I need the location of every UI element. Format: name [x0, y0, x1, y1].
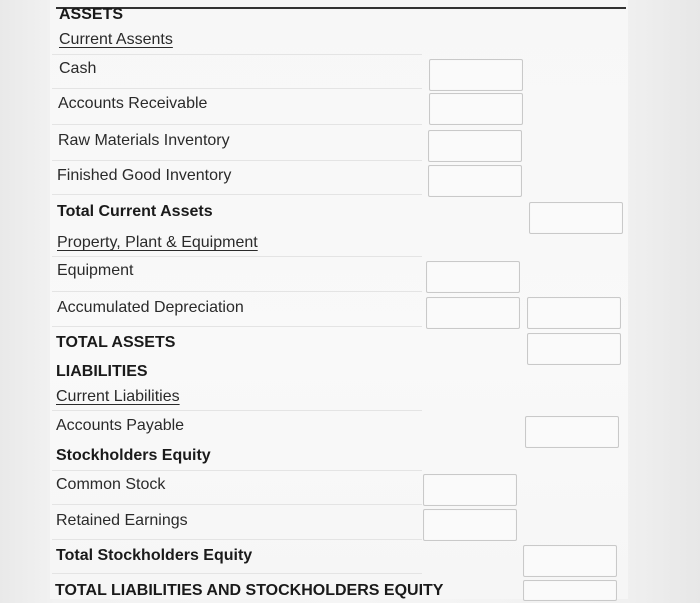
equipment-input[interactable]	[426, 261, 520, 293]
net-ppe-input[interactable]	[527, 297, 621, 329]
cash-label: Cash	[59, 60, 97, 77]
row-divider	[52, 504, 422, 505]
total-stockholders-equity-input[interactable]	[523, 545, 617, 577]
retained-earnings-input[interactable]	[423, 509, 517, 541]
retained-earnings-label: Retained Earnings	[56, 512, 188, 529]
row-divider	[52, 194, 422, 195]
accumulated-depreciation-label: Accumulated Depreciation	[57, 299, 244, 316]
row-divider	[52, 291, 422, 292]
row-divider	[52, 470, 422, 471]
finished-goods-label: Finished Good Inventory	[57, 167, 232, 184]
total-liabilities-equity-input[interactable]	[523, 580, 617, 601]
raw-materials-label: Raw Materials Inventory	[58, 132, 230, 149]
row-divider	[52, 124, 422, 125]
row-divider	[52, 160, 422, 161]
total-current-assets-label: Total Current Assets	[57, 203, 213, 220]
total-assets-input[interactable]	[527, 333, 621, 365]
accounts-payable-label: Accounts Payable	[56, 417, 185, 434]
total-current-assets-input[interactable]	[529, 202, 623, 234]
common-stock-label: Common Stock	[56, 476, 166, 493]
row-divider	[52, 410, 422, 411]
row-divider	[52, 326, 422, 327]
current-liabilities-heading: Current Liabilities	[56, 388, 180, 405]
equipment-label: Equipment	[57, 262, 134, 279]
accounts-receivable-input[interactable]	[429, 93, 523, 125]
accounts-payable-input[interactable]	[525, 416, 619, 448]
cash-input[interactable]	[429, 59, 523, 91]
ppe-heading: Property, Plant & Equipment	[57, 234, 258, 251]
current-assets-heading: Current Assents	[59, 31, 173, 48]
accounts-receivable-label: Accounts Receivable	[58, 95, 208, 112]
common-stock-input[interactable]	[423, 474, 517, 506]
accumulated-depreciation-input[interactable]	[426, 297, 520, 329]
total-stockholders-equity-label: Total Stockholders Equity	[56, 547, 253, 564]
raw-materials-input[interactable]	[428, 130, 522, 162]
row-divider	[52, 54, 422, 55]
total-liabilities-equity-label: TOTAL LIABILITIES AND STOCKHOLDERS EQUITY	[55, 582, 444, 599]
stockholders-equity-heading: Stockholders Equity	[56, 447, 211, 464]
finished-goods-input[interactable]	[428, 165, 522, 197]
total-assets-label: TOTAL ASSETS	[56, 334, 176, 351]
row-divider	[52, 573, 422, 574]
top-divider	[56, 7, 626, 9]
row-divider	[52, 88, 422, 89]
assets-heading: ASSETS	[59, 6, 124, 23]
row-divider	[52, 539, 422, 540]
row-divider	[52, 256, 422, 257]
liabilities-heading: LIABILITIES	[56, 363, 148, 380]
